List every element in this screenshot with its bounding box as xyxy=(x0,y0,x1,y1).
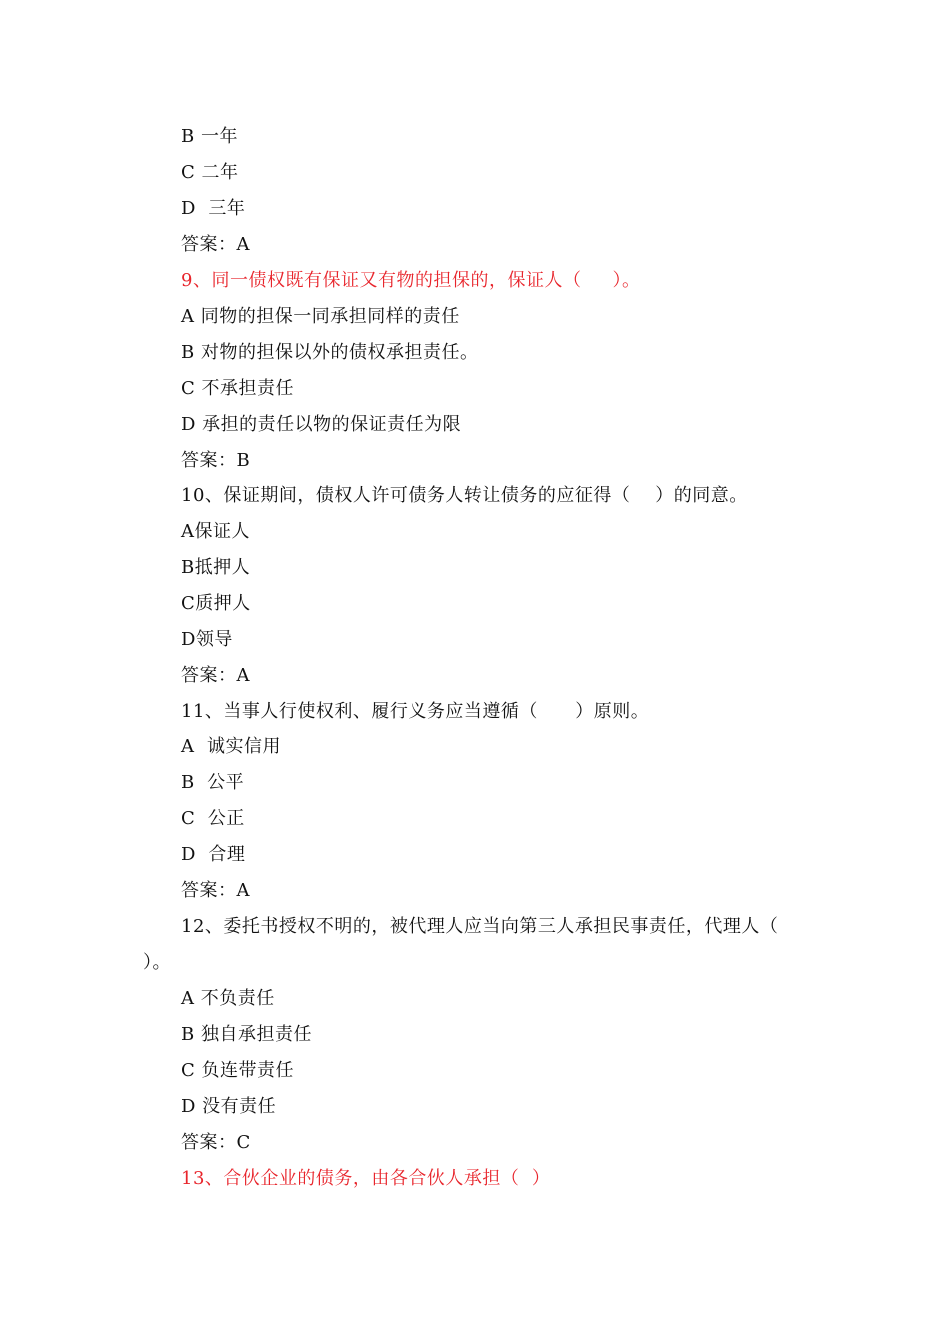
answer: 答案：B xyxy=(181,450,251,471)
answer: 答案：A xyxy=(181,665,250,686)
option-a: A 同物的担保一同承担同样的责任 xyxy=(181,306,460,327)
question-12: 12、委托书授权不明的，被代理人应当向第三人承担民事责任，代理人（ xyxy=(181,916,779,937)
option-c: C质押人 xyxy=(181,593,251,614)
answer: 答案：A xyxy=(181,234,250,255)
option-c: C 不承担责任 xyxy=(181,378,294,399)
question-13: 13、合伙企业的债务，由各合伙人承担（ ） xyxy=(181,1168,551,1189)
question-10: 10、保证期间，债权人许可债务人转让债务的应征得（ ）的同意。 xyxy=(181,485,748,506)
option-c: C 公正 xyxy=(181,808,245,829)
option-b: B 一年 xyxy=(181,126,238,147)
option-b: B 独自承担责任 xyxy=(181,1024,312,1045)
question-9: 9、同一债权既有保证又有物的担保的，保证人（ ）。 xyxy=(181,270,641,291)
option-a: A 不负责任 xyxy=(181,988,275,1009)
option-a: A保证人 xyxy=(181,521,250,542)
option-d: D 三年 xyxy=(181,198,246,219)
option-d: D 没有责任 xyxy=(181,1096,277,1117)
question-11: 11、当事人行使权利、履行义务应当遵循（ ）原则。 xyxy=(181,701,650,722)
option-b: B抵押人 xyxy=(181,557,251,578)
answer: 答案：A xyxy=(181,880,250,901)
option-d: D 合理 xyxy=(181,844,246,865)
option-d: D领导 xyxy=(181,629,233,650)
option-c: C 二年 xyxy=(181,162,239,183)
option-b: B 对物的担保以外的债权承担责任。 xyxy=(181,342,479,363)
option-c: C 负连带责任 xyxy=(181,1060,294,1081)
answer: 答案：C xyxy=(181,1132,251,1153)
option-d: D 承担的责任以物的保证责任为限 xyxy=(181,414,462,435)
option-b: B 公平 xyxy=(181,772,245,793)
option-a: A 诚实信用 xyxy=(181,736,281,757)
question-12-continuation: ）。 xyxy=(143,952,171,973)
